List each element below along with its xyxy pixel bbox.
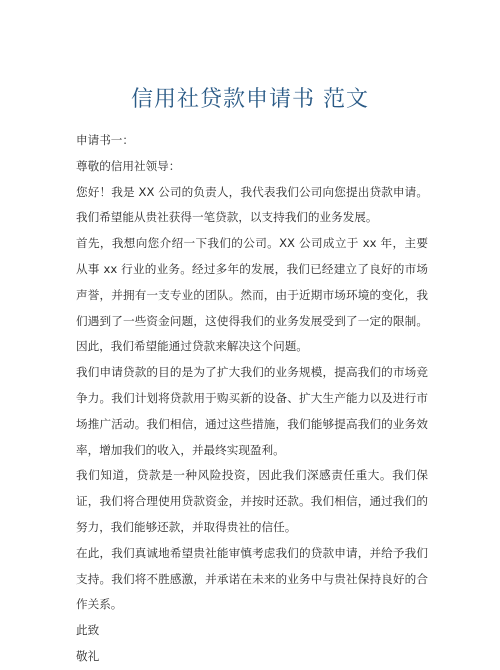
document-title: 信用社贷款申请书 范文 — [131, 87, 369, 112]
paragraph: 您好！我是 XX 公司的负责人，我代表我们公司向您提出贷款申请。我们希望能从贵社获得一笔贷款，以支持我们的业务发展。 — [76, 184, 428, 225]
paragraph: 首先，我想向您介绍一下我们的公司。XX 公司成立于 xx 年，主要从事 xx 行业的业务。经过多年的发展，我们已经建立了良好的市场声誉，并拥有一支专业的团队。然而，由于近期市场环境的变化，我们遇到了一些资金问题，这使得我们的业务发展受到了一定的限制。因此，我们希望能通过贷款来解决这个问题。 — [76, 236, 428, 354]
salutation: 尊敬的信用社领导： — [76, 158, 181, 173]
paragraph: 在此，我们真诚地希望贵社能审慎考虑我们的贷款申请，并给予我们支持。我们将不胜感激，并承诺在未来的业务中与贵社保持良好的合作关系。 — [76, 545, 428, 612]
closing-line: 敬礼 — [76, 648, 100, 663]
paragraph: 我们申请贷款的目的是为了扩大我们的业务规模，提高我们的市场竞争力。我们计划将贷款用于购买新的设备、扩大生产能力以及进行市场推广活动。我们相信，通过这些措施，我们能够提高我们的业务效率，增加我们的收入，并最终实现盈利。 — [76, 365, 428, 457]
closing-line: 此致 — [76, 623, 100, 638]
paragraph: 我们知道，贷款是一种风险投资，因此我们深感责任重大。我们保证，我们将合理使用贷款资金，并按时还款。我们相信，通过我们的努力，我们能够还款，并取得贵社的信任。 — [76, 468, 428, 534]
section-heading: 申请书一： — [76, 133, 134, 147]
document-body — [76, 128, 428, 670]
